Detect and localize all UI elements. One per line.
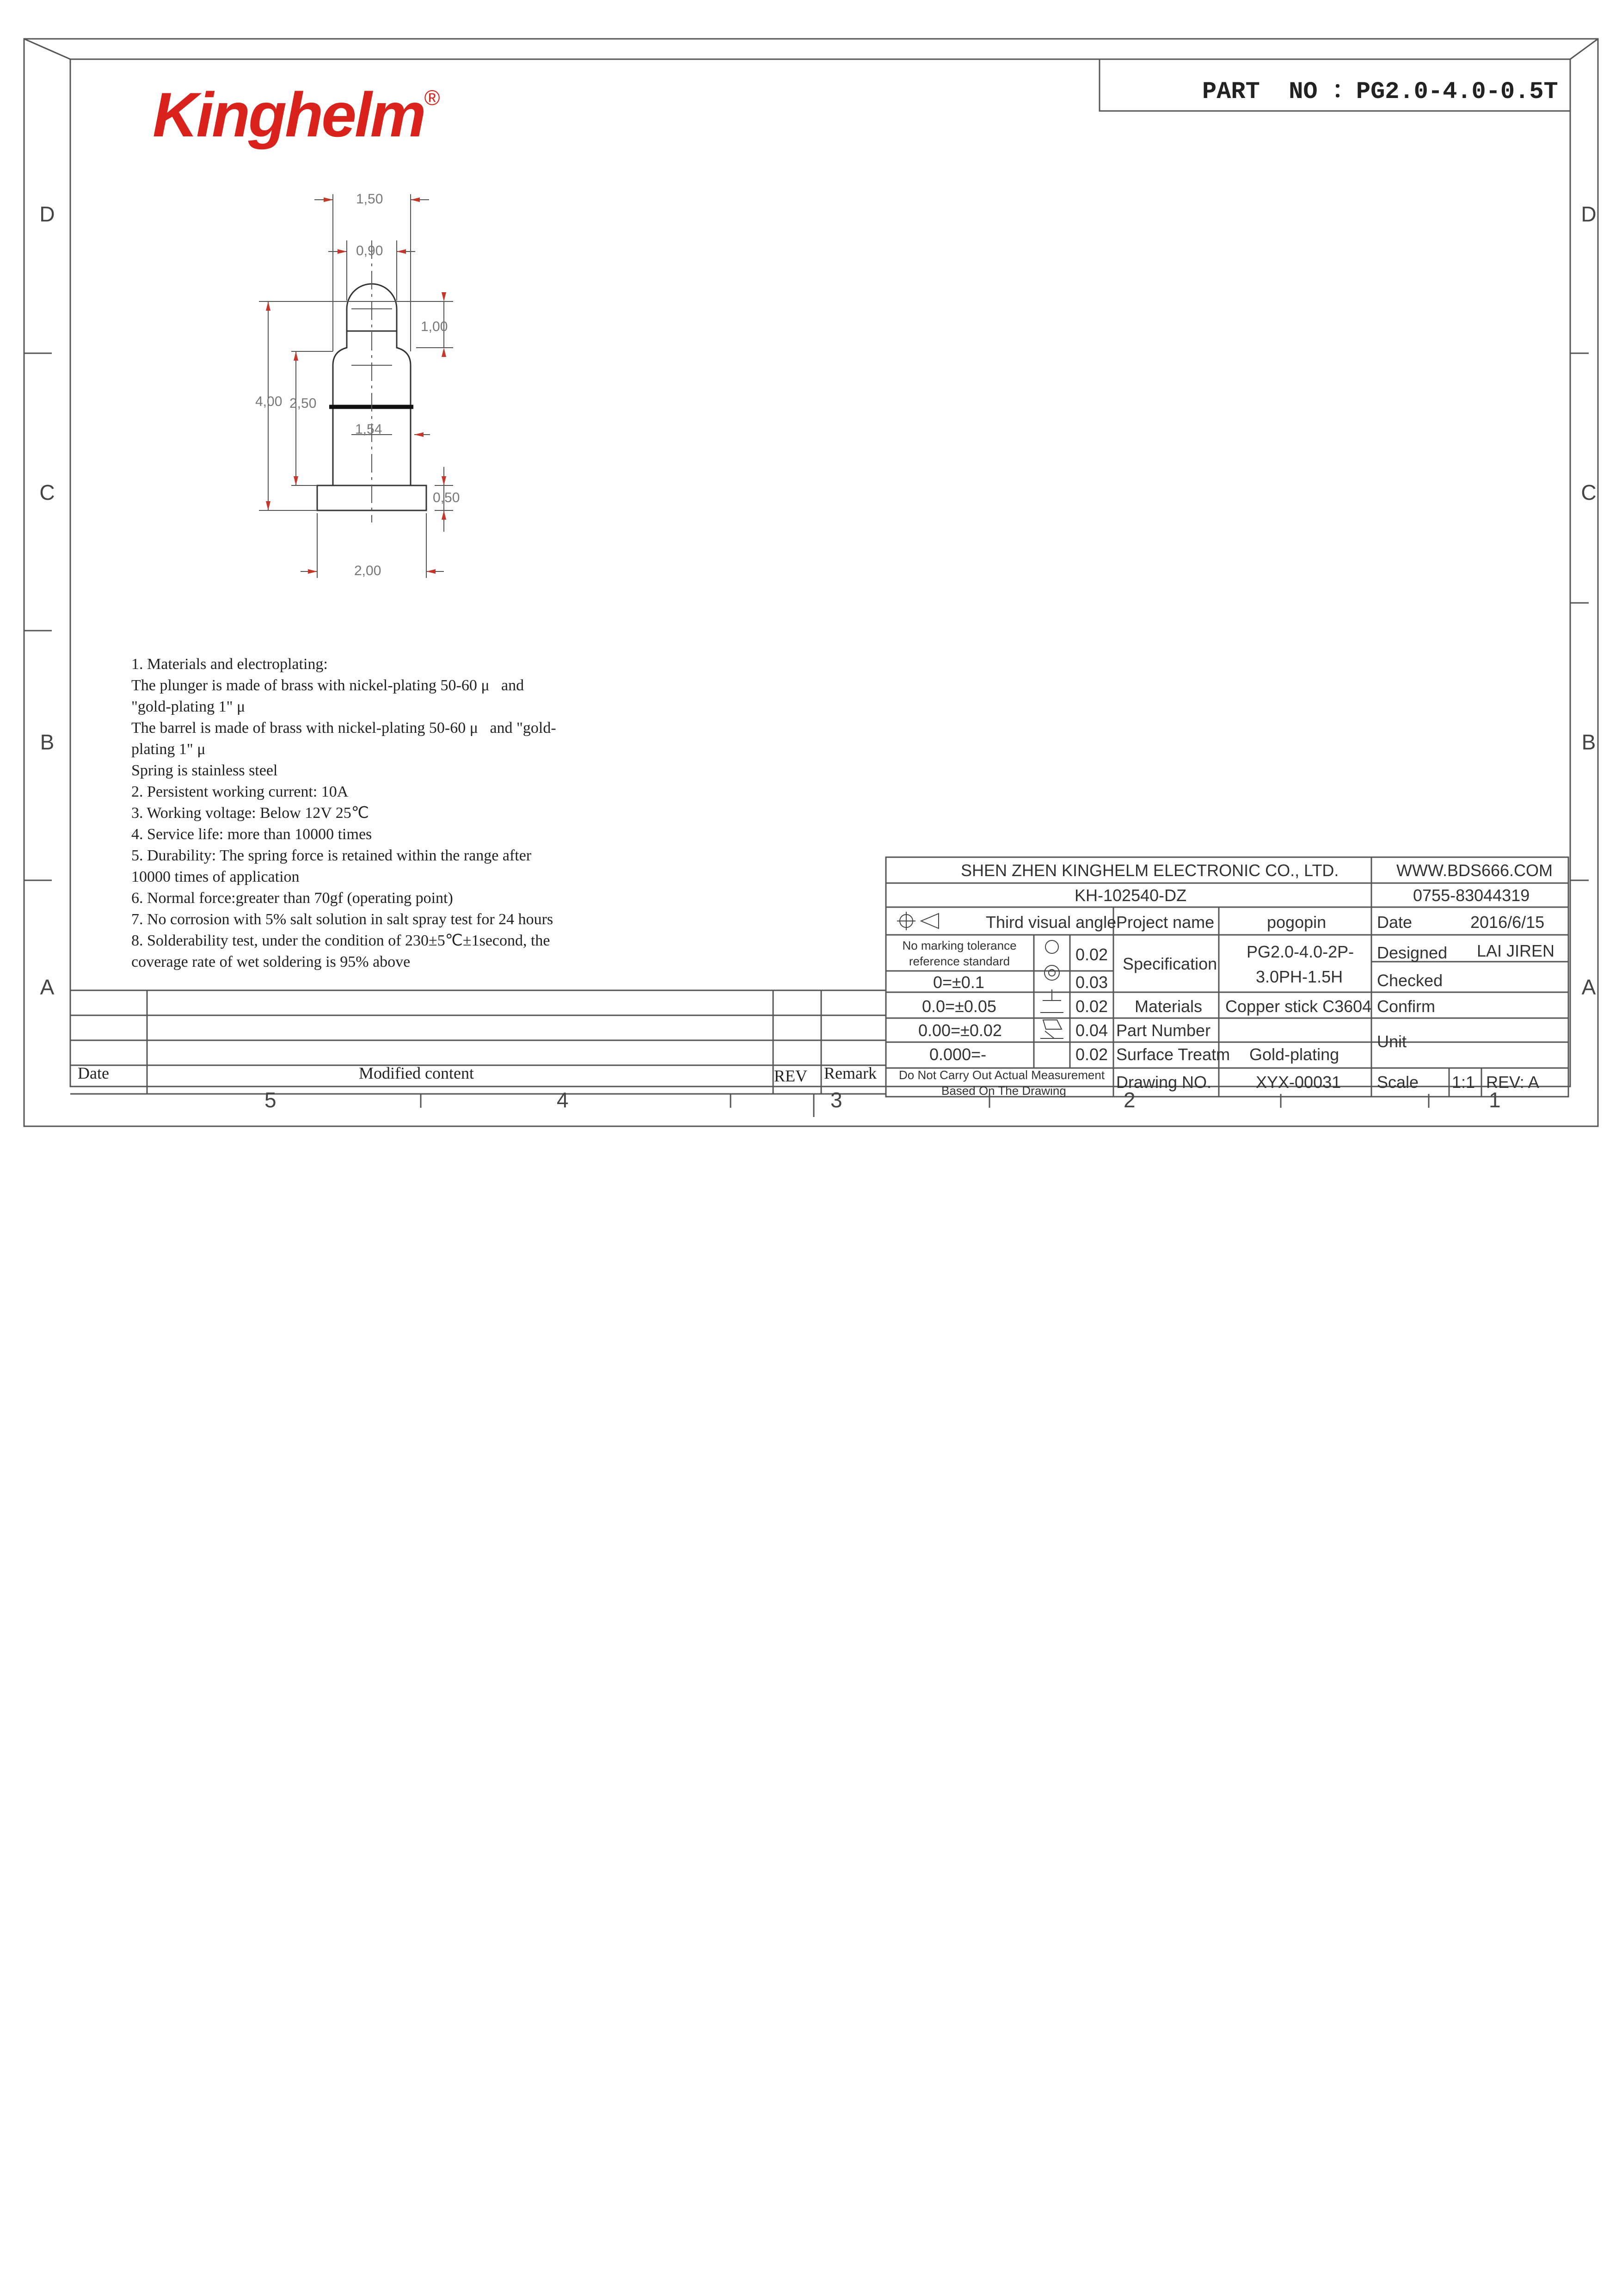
- designed-label: Designed: [1377, 943, 1448, 962]
- note-line: "gold-plating 1" μ: [131, 698, 246, 715]
- angularity-icon: [1040, 1031, 1063, 1038]
- date-label: Date: [1377, 913, 1413, 932]
- zone-right-d: D: [1581, 202, 1597, 226]
- specification-value-1: PG2.0-4.0-2P-: [1247, 942, 1354, 961]
- dim-1-50: 1,50: [356, 191, 383, 207]
- dim-2-50: 2,50: [289, 396, 317, 411]
- note-line: 3. Working voltage: Below 12V 25℃: [131, 804, 369, 822]
- view-angle: Third visual angle: [986, 913, 1117, 932]
- zone-bottom-1: 1: [1489, 1088, 1501, 1112]
- surface-treatment-label: Surface Treatm: [1116, 1045, 1230, 1064]
- dim-0-90: 0,90: [356, 243, 383, 258]
- specification-value-2: 3.0PH-1.5H: [1256, 967, 1343, 986]
- note-line: The plunger is made of brass with nickel-plating 50-60 μ and: [131, 677, 524, 694]
- disclaimer-line-2: Based On The Drawing: [941, 1084, 1066, 1098]
- rev-date-label: Date: [78, 1064, 109, 1082]
- unit-label: Unit: [1377, 1032, 1407, 1051]
- zone-bottom-4: 4: [557, 1088, 569, 1112]
- zone-bottom-2: 2: [1124, 1088, 1136, 1112]
- note-line: 4. Service life: more than 10000 times: [131, 826, 372, 843]
- part-number-label: PART NO ：: [1202, 78, 1356, 105]
- note-line: 6. Normal force:greater than 70gf (operating point): [131, 890, 453, 907]
- date-value: 2016/6/15: [1470, 913, 1545, 932]
- tolerance-1: 0.0=±0.05: [922, 997, 996, 1016]
- project-name-value: pogopin: [1267, 913, 1327, 932]
- gdt-value-perpendicularity: 0.02: [1075, 997, 1108, 1016]
- rev-rev-label: REV: [774, 1067, 807, 1085]
- tolerance-0: 0=±0.1: [933, 973, 984, 992]
- zone-bottom-3: 3: [830, 1088, 842, 1112]
- flatness-icon: [1040, 1013, 1063, 1029]
- dim-2-00: 2,00: [354, 563, 381, 578]
- project-name-label: Project name: [1116, 913, 1215, 932]
- note-line: coverage rate of wet soldering is 95% above: [131, 953, 411, 970]
- checked-label: Checked: [1377, 971, 1443, 990]
- tolerance-2: 0.00=±0.02: [918, 1021, 1002, 1040]
- perpendicularity-icon: [1043, 989, 1061, 1001]
- designed-value: LAI JIREN: [1477, 941, 1555, 960]
- note-line: 10000 times of application: [131, 868, 300, 885]
- scale-label: Scale: [1377, 1073, 1419, 1092]
- drawing-no-value: XYX-00031: [1256, 1073, 1341, 1092]
- specification-label: Specification: [1123, 954, 1217, 973]
- gdt-value-roundness: 0.02: [1075, 945, 1108, 964]
- technical-notes: [131, 654, 663, 973]
- gdt-value-angularity: 0.02: [1075, 1045, 1108, 1064]
- note-line: Spring is stainless steel: [131, 762, 278, 779]
- surface-treatment-value: Gold-plating: [1249, 1045, 1339, 1064]
- logo-text: Kinghelm: [153, 80, 424, 150]
- part-number-value: PG2.0-4.0-0.5T: [1356, 78, 1558, 105]
- zone-left-b: B: [40, 730, 55, 754]
- scale-value: 1:1: [1452, 1073, 1475, 1092]
- gdt-value-flatness: 0.04: [1075, 1021, 1108, 1040]
- registered-mark: ®: [424, 86, 438, 110]
- revision-value: REV: A: [1486, 1073, 1539, 1092]
- third-angle-projection-icon: [897, 912, 939, 930]
- disclaimer-line-1: Do Not Carry Out Actual Measurement: [899, 1068, 1105, 1082]
- part-number: [1202, 70, 1558, 105]
- note-line: plating 1" μ: [131, 741, 206, 758]
- zone-left-a: A: [40, 975, 55, 999]
- tolerance-note: No marking tolerance reference standard: [902, 939, 1017, 968]
- note-line: 5. Durability: The spring force is retained within the range after: [131, 847, 532, 864]
- company-website: WWW.BDS666.COM: [1396, 861, 1553, 880]
- dim-1-54: 1,54: [355, 422, 382, 437]
- drawing-no-label: Drawing NO.: [1116, 1073, 1212, 1092]
- gdt-value-concentricity: 0.03: [1075, 973, 1108, 992]
- note-line: The barrel is made of brass with nickel-plating 50-60 μ and "gold-: [131, 719, 556, 737]
- company-phone: 0755-83044319: [1413, 886, 1530, 905]
- roundness-icon: [1045, 940, 1058, 953]
- zone-right-b: B: [1581, 730, 1596, 754]
- rev-modified-label: Modified content: [359, 1064, 474, 1082]
- zone-right-a: A: [1581, 975, 1596, 999]
- zone-left-d: D: [39, 202, 55, 226]
- dim-0-50: 0,50: [433, 490, 460, 505]
- company-name: SHEN ZHEN KINGHELM ELECTRONIC CO., LTD.: [961, 861, 1339, 880]
- tolerance-3: 0.000=-: [929, 1045, 987, 1064]
- zone-right-c: C: [1581, 480, 1597, 504]
- note-line: 1. Materials and electroplating:: [131, 656, 328, 673]
- note-line: 7. No corrosion with 5% salt solution in salt spray test for 24 hours: [131, 911, 553, 928]
- rev-remark-label: Remark: [824, 1064, 877, 1082]
- dim-4-00: 4,00: [255, 394, 283, 409]
- dim-1-00: 1,00: [421, 319, 448, 334]
- note-line: 2. Persistent working current: 10A: [131, 783, 349, 800]
- note-line: 8. Solderability test, under the condition of 230±5℃±1second, the: [131, 932, 550, 949]
- concentricity-icon: [1044, 965, 1059, 980]
- materials-label: Materials: [1135, 997, 1203, 1016]
- zone-bottom-5: 5: [264, 1088, 276, 1112]
- part-number-label-tb: Part Number: [1116, 1021, 1211, 1040]
- materials-value: Copper stick C3604: [1225, 997, 1372, 1016]
- confirm-label: Confirm: [1377, 997, 1436, 1016]
- zone-left-c: C: [39, 480, 55, 504]
- kinghelm-logo: [153, 79, 438, 151]
- document-code: KH-102540-DZ: [1075, 886, 1187, 905]
- pogo-pin-drawing: [317, 240, 426, 522]
